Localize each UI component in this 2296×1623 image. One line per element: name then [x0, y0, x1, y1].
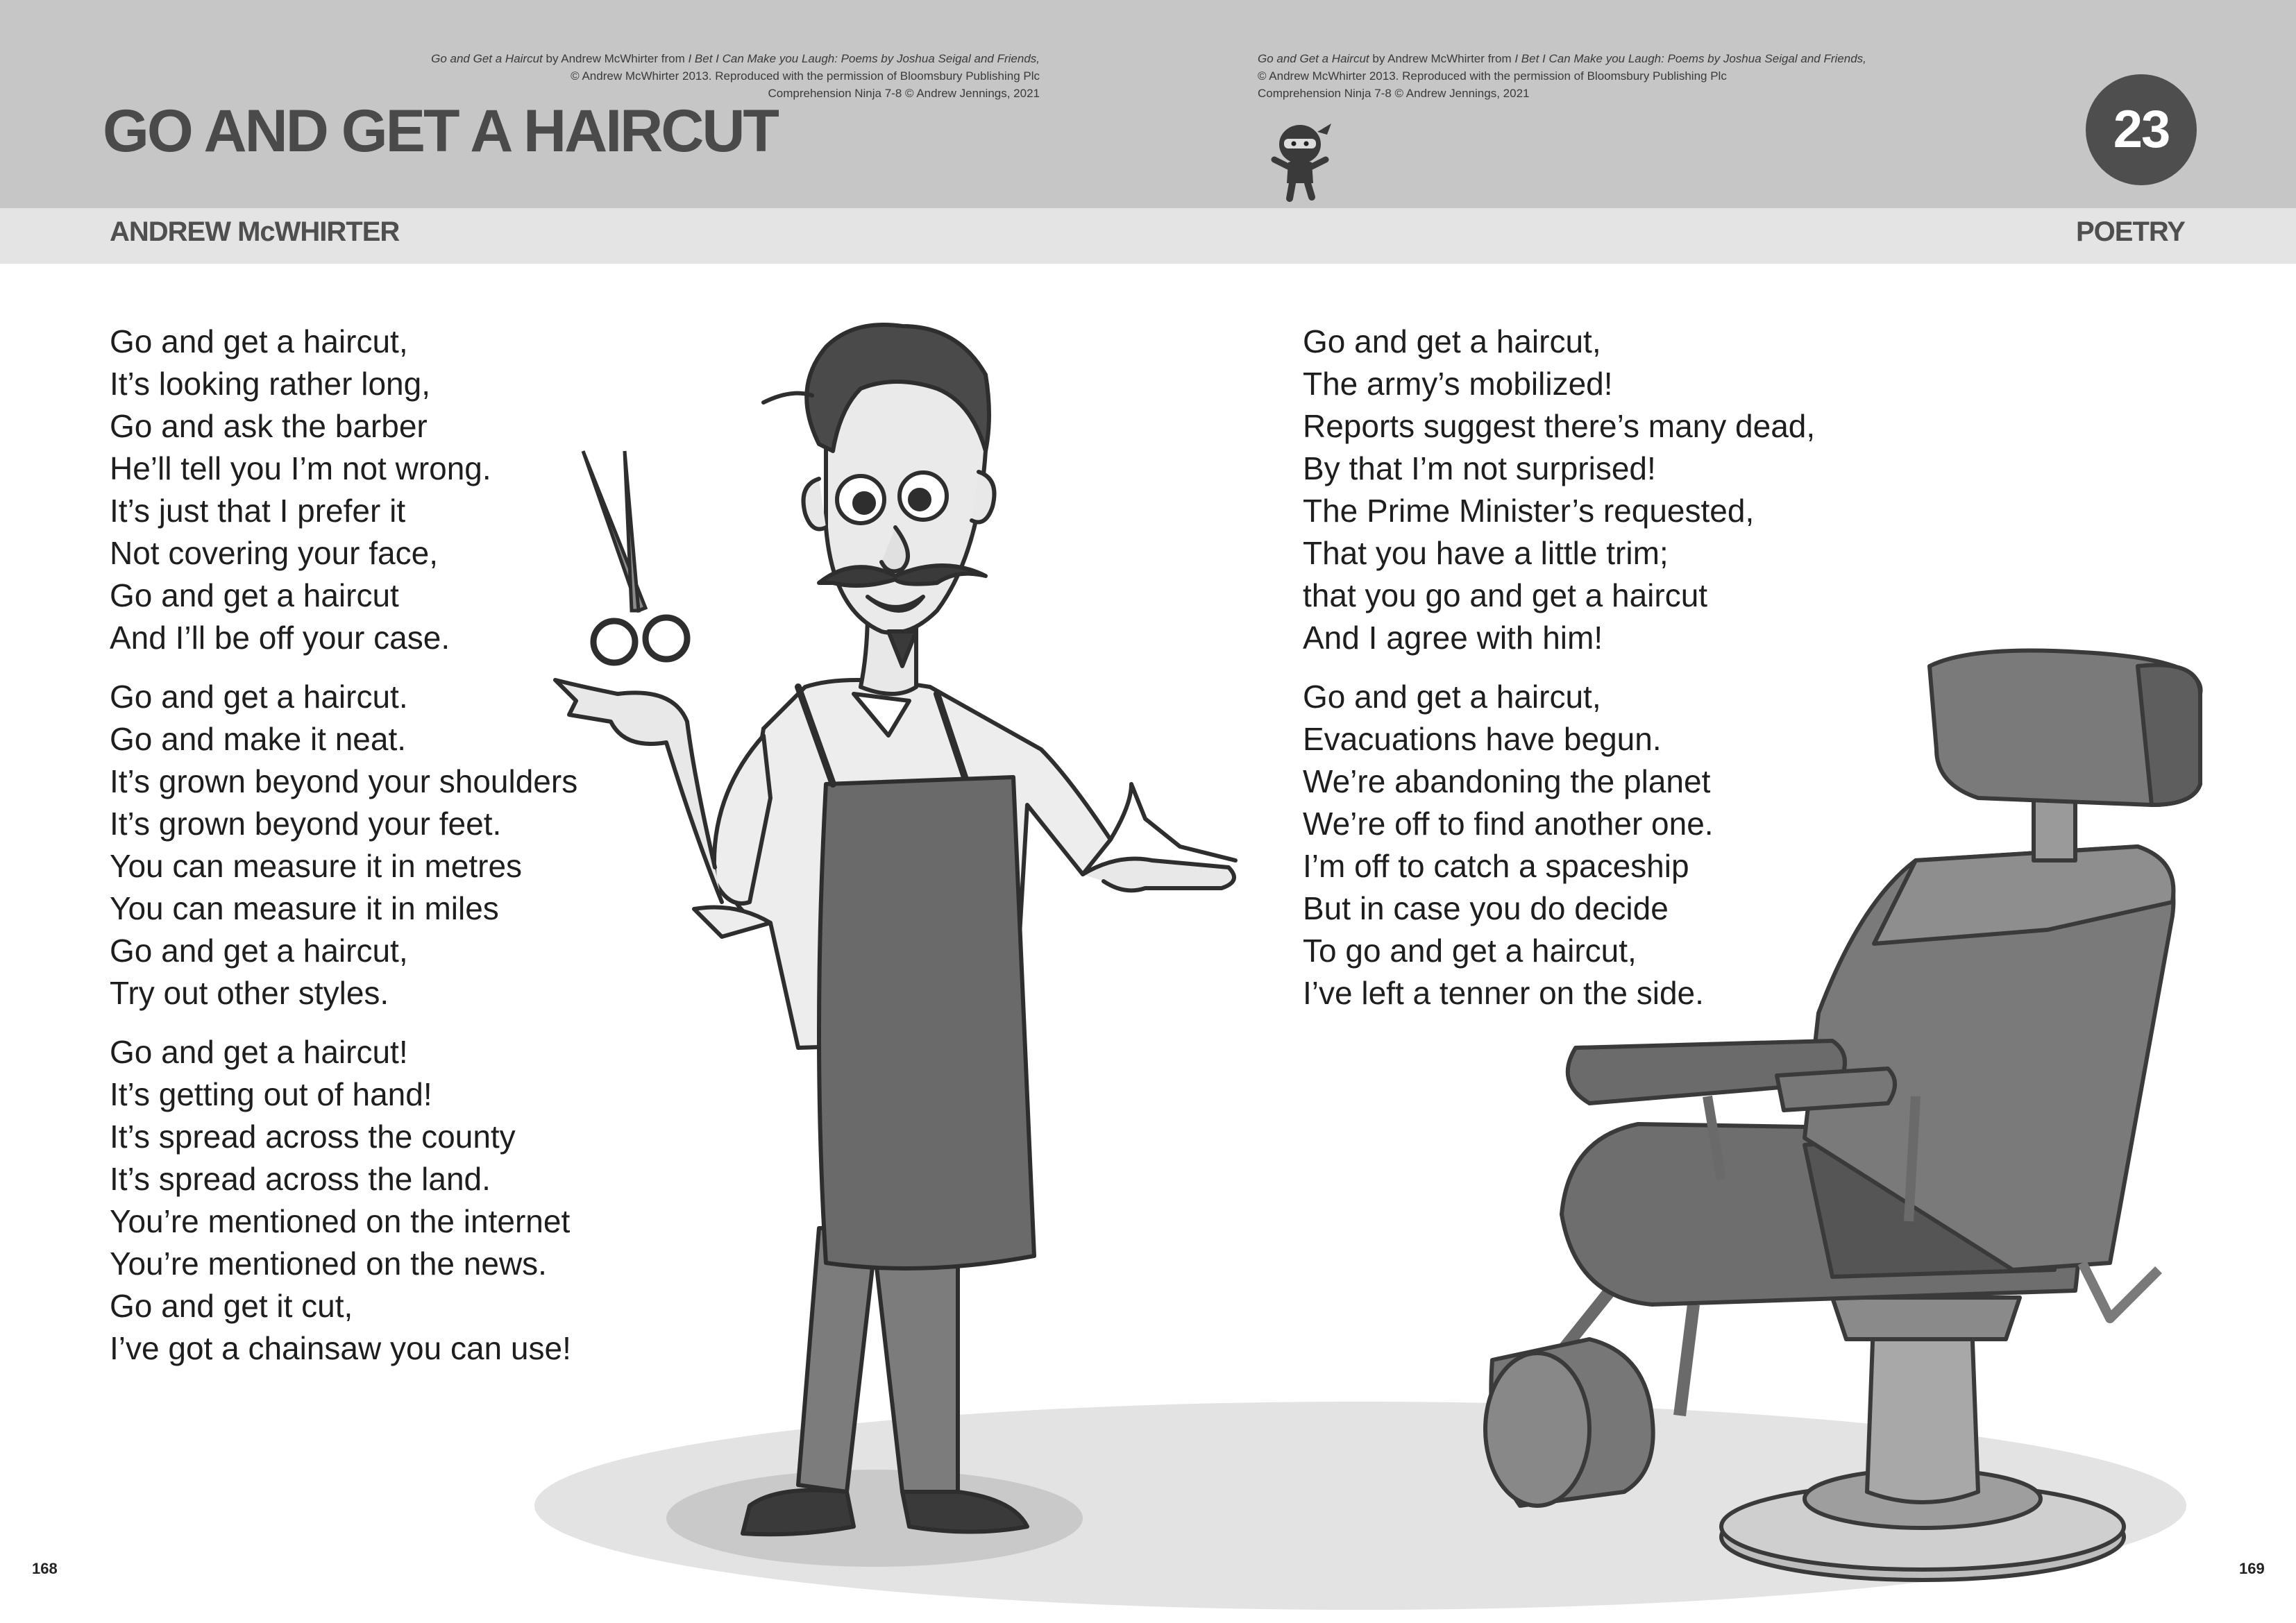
page-number-right: 169	[2239, 1560, 2265, 1577]
poem-line: It’s grown beyond your shoulders	[110, 763, 578, 799]
poem-line: Not covering your face,	[110, 535, 439, 571]
poem-line: It’s just that I prefer it	[110, 493, 406, 529]
credit-right-line1: Go and Get a Haircut by Andrew McWhirter from I Bet I Can Make you Laugh: Poems by Joshua Seigal and Friends,	[1258, 52, 1866, 65]
poem-line: that you go and get a haircut	[1303, 577, 1708, 613]
poem-line: We’re abandoning the planet	[1303, 763, 1711, 799]
poem-line: The Prime Minister’s requested,	[1303, 493, 1755, 529]
credit-left-line3: Comprehension Ninja 7-8 © Andrew Jennings, 2021	[768, 87, 1040, 100]
poem-line: Go and ask the barber	[110, 408, 428, 444]
poem-right-column	[1303, 321, 1815, 1031]
poem-line: It’s spread across the land.	[110, 1161, 491, 1197]
poem-line: Go and get a haircut,	[110, 323, 408, 359]
poem-line: Go and get a haircut,	[1303, 323, 1601, 359]
poem-line: To go and get a haircut,	[1303, 933, 1637, 969]
stanza-2	[110, 676, 577, 1014]
poem-line: And I agree with him!	[1303, 620, 1603, 656]
credit-left-line1: Go and Get a Haircut by Andrew McWhirter from I Bet I Can Make you Laugh: Poems by Joshua Seigal and Friends,	[431, 52, 1040, 65]
barber-illustration	[555, 325, 1235, 1534]
poem-line: The army’s mobilized!	[1303, 366, 1613, 402]
poem-left-column	[110, 321, 577, 1386]
stanza-1	[110, 321, 577, 659]
credit-right-line2: © Andrew McWhirter 2013. Reproduced with the permission of Bloomsbury Publishing Plc	[1258, 69, 1727, 83]
page-title: GO AND GET A HAIRCUT	[103, 98, 777, 164]
poem-line: Go and make it neat.	[110, 721, 407, 757]
poem-line: Go and get a haircut,	[110, 933, 408, 969]
poem-line: It’s grown beyond your feet.	[110, 806, 502, 842]
poem-line: It’s spread across the county	[110, 1119, 516, 1155]
poem-line: I’ve left a tenner on the side.	[1303, 975, 1704, 1011]
number-badge: 23	[2086, 74, 2197, 185]
poem-line: You’re mentioned on the news.	[110, 1246, 547, 1282]
poem-line: Go and get a haircut!	[110, 1034, 408, 1070]
stanza-4	[1303, 321, 1815, 659]
poem-line: Reports suggest there’s many dead,	[1303, 408, 1816, 444]
credit-right-line3: Comprehension Ninja 7-8 © Andrew Jennings, 2021	[1258, 87, 1530, 100]
poem-line: You can measure it in miles	[110, 890, 499, 926]
poem-line: By that I’m not surprised!	[1303, 450, 1656, 486]
stanza-5	[1303, 676, 1815, 1014]
poem-line: You can measure it in metres	[110, 848, 523, 884]
author-name: ANDREW McWHIRTER	[110, 216, 400, 247]
poem-line: Evacuations have begun.	[1303, 721, 1662, 757]
poem-line: We’re off to find another one.	[1303, 806, 1714, 842]
poem-line: Go and get a haircut	[110, 577, 399, 613]
poem-line: I’m off to catch a spaceship	[1303, 848, 1689, 884]
poem-line: But in case you do decide	[1303, 890, 1669, 926]
poem-line: That you have a little trim;	[1303, 535, 1669, 571]
poem-line: And I’ll be off your case.	[110, 620, 450, 656]
poem-line: It’s getting out of hand!	[110, 1076, 432, 1112]
genre-label: POETRY	[2076, 216, 2185, 247]
poem-line: I’ve got a chainsaw you can use!	[110, 1330, 571, 1366]
poem-line: Go and get it cut,	[110, 1288, 353, 1324]
poem-line: Try out other styles.	[110, 975, 389, 1011]
scissors-icon	[583, 451, 687, 663]
stanza-3	[110, 1031, 577, 1370]
poem-line: You’re mentioned on the internet	[110, 1203, 571, 1239]
poem-line: He’ll tell you I’m not wrong.	[110, 450, 491, 486]
poem-line: It’s looking rather long,	[110, 366, 430, 402]
page-number-left: 168	[32, 1560, 58, 1577]
credit-left-line2: © Andrew McWhirter 2013. Reproduced with the permission of Bloomsbury Publishing Plc	[571, 69, 1040, 83]
poem-line: Go and get a haircut,	[1303, 679, 1601, 715]
poem-line: Go and get a haircut.	[110, 679, 408, 715]
